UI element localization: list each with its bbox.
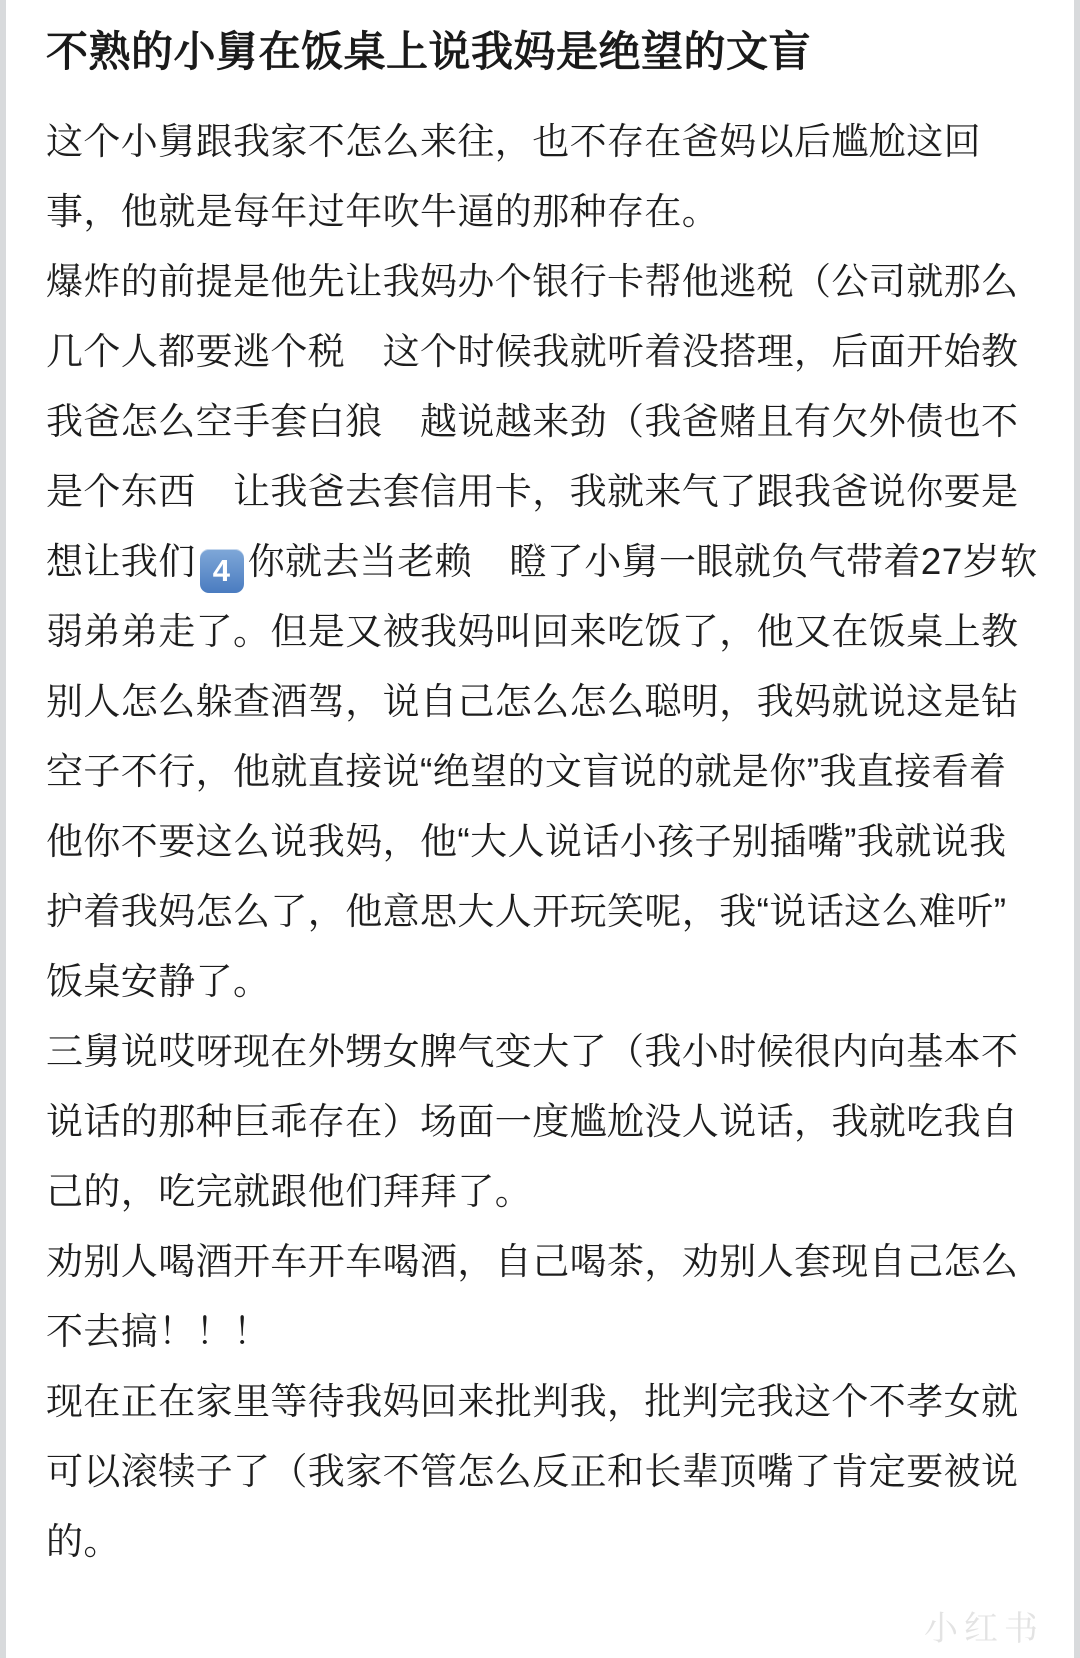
post-body	[46, 107, 1042, 1577]
paragraph-2	[46, 247, 1042, 1017]
page-title: 不熟的小舅在饭桌上说我妈是绝望的文盲	[46, 28, 812, 75]
post-content	[46, 24, 1042, 1577]
watermark-label: 小红书	[924, 1610, 1044, 1648]
paragraph-5: 劝别人喝酒开车开车喝酒，自己喝茶，劝别人套现自己怎么不去搞！！！	[46, 1240, 1019, 1352]
paragraph-2-text: 爆炸的前提是他先让我妈办个银行卡帮他逃税（公司就那么几个人都要逃个税 这个时候我就听着没搭理，后面开始教我爸怎么空手套白狼 越说越来劲（我爸赌且有欠外债也不是个东西 让我爸去套信用卡，我就来气了跟我爸说你要是想让我们	[46, 260, 1019, 582]
paragraph-6: 现在正在家里等待我妈回来批判我，批判完我这个不孝女就可以滚犊子了（我家不管怎么反正和长辈顶嘴了肯定要被说的。	[46, 1380, 1019, 1562]
paragraph-1: 这个小舅跟我家不怎么来往，也不存在爸妈以后尴尬这回事，他就是每年过年吹牛逼的那种存在。	[46, 120, 981, 232]
number-four-badge-icon: 4	[200, 549, 244, 593]
paragraph-3-text: 你就去当老赖 瞪了小舅一眼就负气带着27岁软弱弟弟走了。但是又被我妈叫回来吃饭了，他又在饭桌上教别人怎么躲查酒驾，说自己怎么怎么聪明，我妈就说这是钻空子不行，他就直接说“绝望的文盲说的就是你”我直接看着他你不要这么说我妈，他“大人说话小孩子别插嘴”我就说我护着我妈怎么了，他意思大人开玩笑呢，我“说话这么难听”饭桌安静了。	[46, 540, 1038, 1002]
paragraph-4: 三舅说哎呀现在外甥女脾气变大了（我小时候很内向基本不说话的那种巨乖存在）场面一度尴尬没人说话，我就吃我自己的，吃完就跟他们拜拜了。	[46, 1030, 1019, 1212]
